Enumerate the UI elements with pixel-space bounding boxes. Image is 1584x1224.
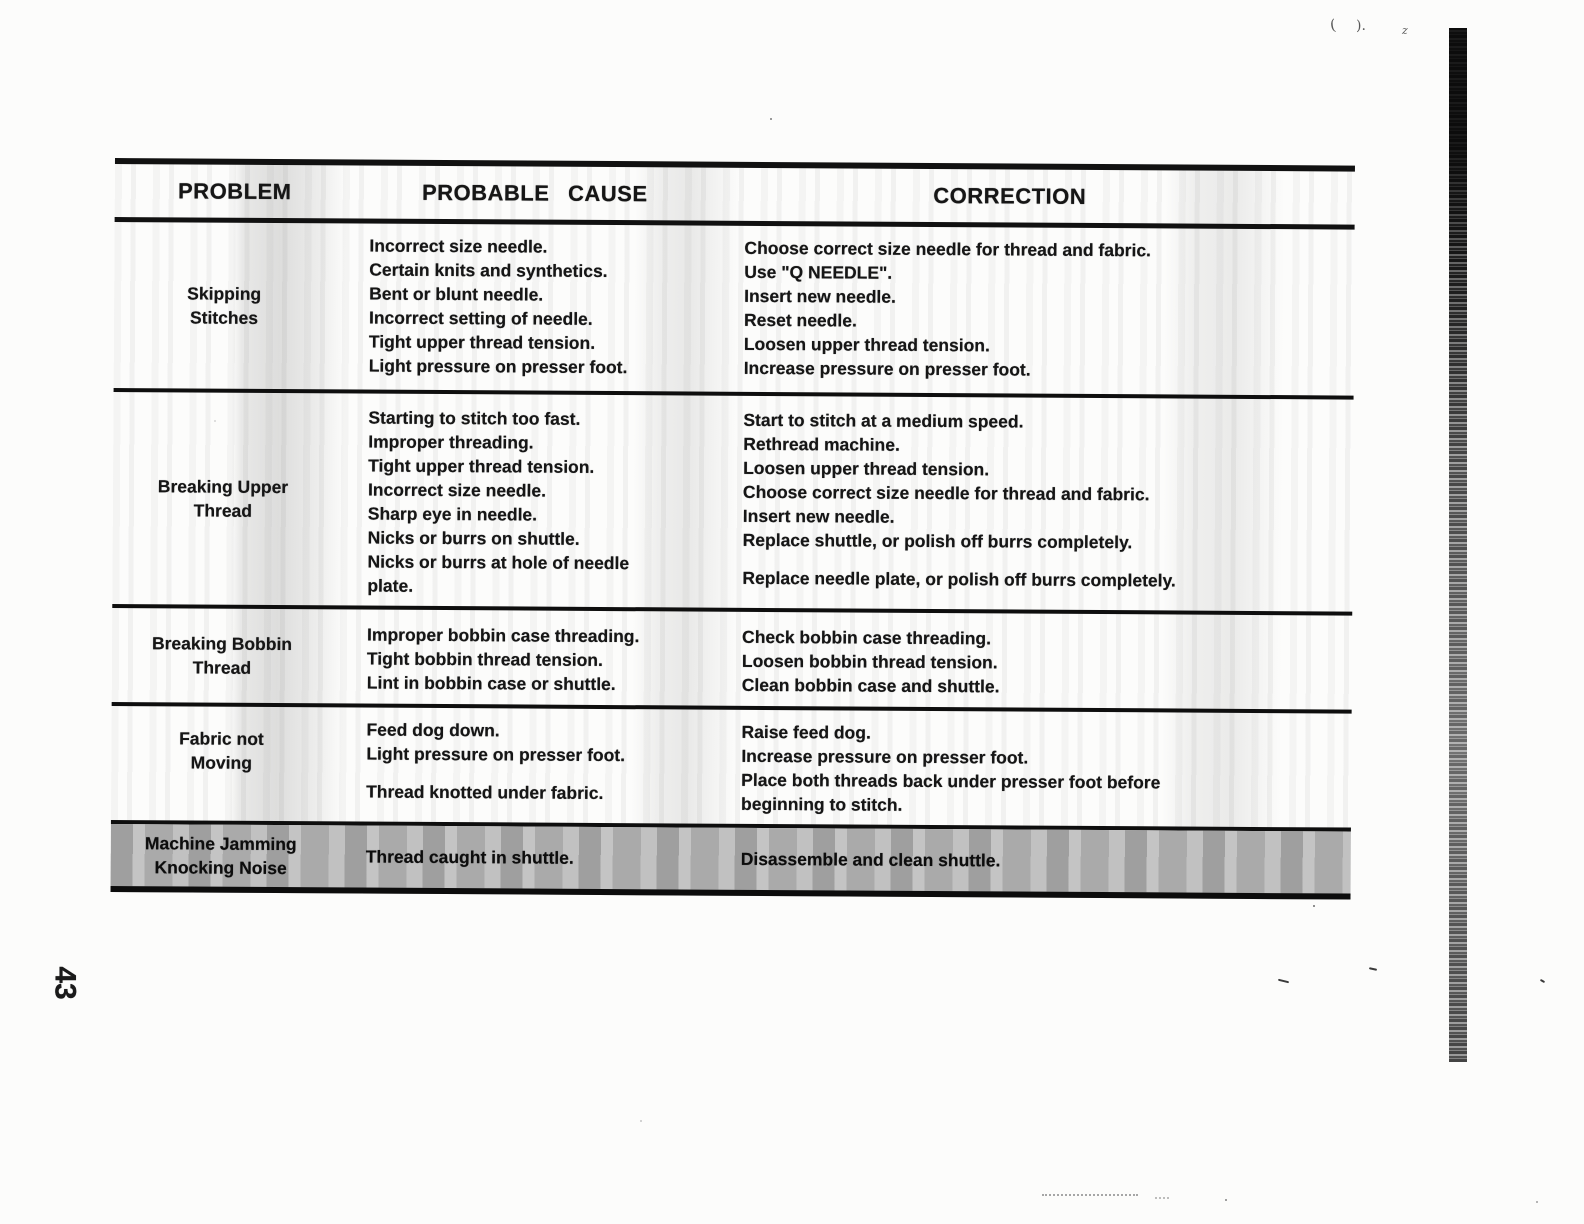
table-row (112, 392, 1353, 616)
correction-cell (712, 396, 1353, 612)
stray-ink-tick (1540, 979, 1545, 983)
column-header-probable-cause: PROBABLE CAUSE (421, 179, 648, 206)
correction-line: Loosen upper thread tension. (743, 333, 990, 356)
cause-cell (352, 609, 713, 705)
problem-label: Skipping (187, 283, 262, 304)
correction-line: Use "Q NEEDLE". (744, 261, 893, 283)
correction-cell (712, 612, 1353, 710)
cause-line: Bent or blunt needle. (369, 283, 544, 305)
stray-ink-tick (1369, 967, 1377, 971)
correction-cell (711, 828, 1351, 894)
problem-label: Machine Jamming (144, 833, 297, 855)
problem-label: Moving (190, 752, 252, 773)
problem-cell (111, 706, 352, 821)
correction-line: Reset needle. (743, 309, 857, 331)
table-header-row (115, 164, 1355, 230)
cause-line: Incorrect size needle. (369, 235, 548, 257)
cause-line: plate. (367, 575, 414, 596)
correction-line: Raise feed dog. (741, 721, 871, 743)
table-row (111, 706, 1352, 832)
correction-line: Rethread machine. (743, 433, 900, 455)
cause-line: Starting to stitch too fast. (368, 407, 581, 429)
stray-dotted-mark (1042, 1194, 1138, 1196)
cause-cell (352, 393, 713, 607)
pen-mark: z (1402, 24, 1408, 37)
table-body (111, 222, 1355, 900)
correction-line: Replace shuttle, or polish off burrs completely. (742, 529, 1133, 553)
table-row (111, 824, 1351, 900)
cause-line: Nicks or burrs at hole of needle (367, 551, 630, 574)
cause-line: Nicks or burrs on shuttle. (367, 527, 580, 549)
page-number: 43 (48, 966, 82, 1000)
correction-line: Increase pressure on presser foot. (743, 357, 1031, 380)
correction-line: Clean bobbin case and shuttle. (741, 674, 1000, 697)
correction-line: Insert new needle. (742, 505, 895, 527)
stray-ink-tick (1278, 979, 1289, 984)
cause-line: Certain knits and synthetics. (369, 259, 608, 282)
correction-line: Loosen upper thread tension. (743, 457, 990, 480)
stray-dotted-mark (1155, 1197, 1169, 1199)
correction-line: Start to stitch at a medium speed. (743, 409, 1024, 432)
problem-cell (111, 824, 351, 887)
cause-line: Thread caught in shuttle. (365, 846, 574, 868)
cause-line: Lint in bobbin case or shuttle. (366, 672, 616, 695)
correction-line: Replace needle plate, or polish off burrs completely. (742, 567, 1176, 591)
correction-line: Place both threads back under presser foot before (741, 769, 1161, 793)
binding-strip-artifact (1449, 28, 1467, 1062)
cause-line: Improper bobbin case threading. (367, 624, 640, 647)
cause-line: Incorrect setting of needle. (368, 307, 593, 329)
problem-label: Breaking Bobbin (151, 633, 293, 655)
cause-line: Tight upper thread tension. (368, 331, 596, 353)
problem-label: Thread (192, 657, 252, 678)
problem-label: Stitches (189, 307, 259, 328)
correction-line: Disassemble and clean shuttle. (740, 848, 1001, 871)
cause-line: Feed dog down. (366, 719, 500, 741)
cause-line: Light pressure on presser foot. (366, 743, 626, 766)
cause-line: Improper threading. (368, 431, 534, 453)
correction-line: Choose correct size needle for thread and fabric. (744, 237, 1152, 261)
correction-cell (711, 710, 1352, 828)
cause-line: Thread knotted under fabric. (366, 781, 604, 803)
problem-label: Breaking Upper (157, 476, 289, 498)
pen-mark: ). (1356, 18, 1366, 34)
problem-cell (114, 222, 355, 389)
scan-specks (0, 0, 2, 2)
correction-line: Insert new needle. (744, 285, 896, 307)
cause-cell (354, 223, 715, 391)
cause-line: Incorrect size needle. (367, 479, 547, 501)
table-row (112, 608, 1353, 714)
cause-cell (351, 825, 711, 889)
correction-line: beginning to stitch. (741, 793, 903, 815)
table-row (114, 222, 1355, 400)
column-header-problem: PROBLEM (177, 177, 292, 204)
pen-mark: ( (1328, 15, 1338, 35)
cause-cell (351, 707, 712, 823)
column-header-correction: CORRECTION (933, 182, 1087, 209)
correction-line: Choose correct size needle for thread and fabric. (742, 481, 1150, 505)
troubleshooting-table (111, 158, 1355, 900)
cause-line: Tight upper thread tension. (368, 455, 595, 477)
problem-label: Thread (193, 500, 253, 521)
correction-cell (714, 226, 1355, 396)
problem-label: Knocking Noise (154, 857, 287, 879)
cause-line: Sharp eye in needle. (367, 503, 538, 525)
problem-cell (112, 392, 353, 605)
cause-line: Light pressure on presser foot. (368, 355, 628, 378)
problem-label: Fabric not (179, 728, 264, 749)
cause-line: Tight bobbin thread tension. (366, 648, 603, 670)
correction-line: Check bobbin case threading. (742, 626, 992, 649)
problem-cell (112, 608, 353, 703)
correction-line: Increase pressure on presser foot. (741, 745, 1029, 768)
correction-line: Loosen bobbin thread tension. (741, 650, 998, 673)
